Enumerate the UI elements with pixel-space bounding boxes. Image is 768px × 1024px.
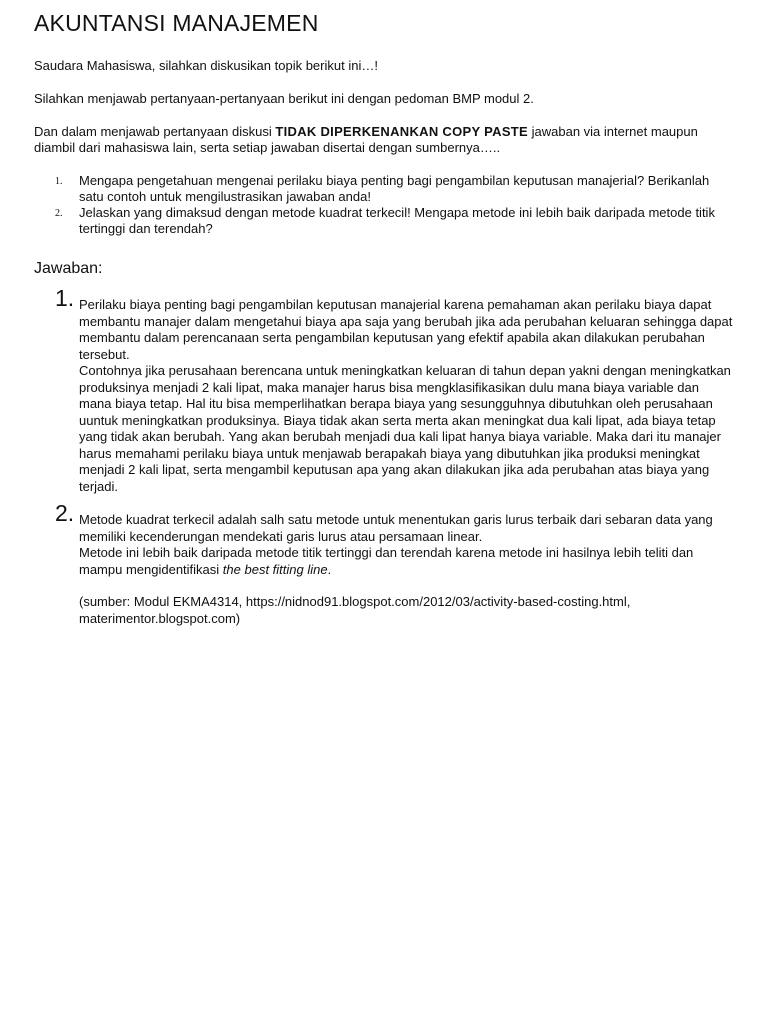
question-item bbox=[34, 173, 734, 205]
answer-source: (sumber: Modul EKMA4314, https://nidnod91.blogspot.com/2012/03/activity-based-costing.html, materimentor.blogspot.com) bbox=[79, 594, 631, 626]
answer-text: Metode ini lebih baik daripada metode titik tertinggi dan terendah karena metode ini hasilnya lebih teliti dan mampu mengidentifikasi bbox=[79, 545, 694, 577]
question-number: 2. bbox=[55, 208, 63, 219]
answer-list bbox=[34, 285, 734, 627]
question-list bbox=[34, 173, 734, 237]
intro-warning-text-before: Dan dalam menjawab pertanyaan diskusi bbox=[34, 124, 276, 139]
answer-paragraph bbox=[79, 545, 734, 578]
intro-instruction: Silahkan menjawab pertanyaan-pertanyaan berikut ini dengan pedoman BMP modul 2. bbox=[34, 91, 534, 106]
document-page bbox=[34, 10, 734, 627]
question-number: 1. bbox=[55, 176, 63, 187]
answer-number: 2. bbox=[55, 500, 75, 526]
intro-warning-text-after: jawaban via internet maupun diambil dari mahasiswa lain, serta setiap jawaban disertai dengan sumbernya….. bbox=[34, 124, 698, 155]
document-title: AKUNTANSI MANAJEMEN bbox=[34, 10, 319, 36]
question-item bbox=[34, 205, 734, 237]
intro-warning bbox=[34, 124, 734, 156]
intro-warning-bold: TIDAK DIPERKENANKAN COPY PASTE bbox=[275, 124, 529, 139]
intro-greeting: Saudara Mahasiswa, silahkan diskusikan topik berikut ini…! bbox=[34, 58, 378, 73]
answer-number: 1. bbox=[55, 285, 75, 311]
answer-item bbox=[34, 500, 734, 627]
answer-italic-term: the best fitting line bbox=[222, 561, 328, 577]
answer-paragraph: Perilaku biaya penting bagi pengambilan keputusan manajerial karena pemahaman akan perilaku biaya dapat membantu manajer dalam mengetahui biaya apa saja yang berubah jika ada perubahan keluaran sehingga dapat membantu dalam perencanaan serta pengambilan keputusan yang efektif apabila akan dilakukan perubahan tersebut. bbox=[79, 297, 733, 362]
question-text: Mengapa pengetahuan mengenai perilaku biaya penting bagi pengambilan keputusan manajerial? Berikanlah satu contoh untuk mengilustrasikan jawaban anda! bbox=[79, 173, 710, 204]
question-text: Jelaskan yang dimaksud dengan metode kuadrat terkecil! Mengapa metode ini lebih baik daripada metode titik tertinggi dan terendah? bbox=[79, 205, 715, 236]
answer-paragraph: Contohnya jika perusahaan berencana untuk meningkatkan keluaran di tahun depan yakni dengan meningkatkan produksinya menjadi 2 kali lipat, maka manajer harus bisa mengklasifikasikan dulu mana biaya variable dan mana biaya tetap. Hal itu bisa memperlihatkan berapa biaya yang sesungguhnya dibutuhkan oleh perusahaan uuntuk meningkatkan produksinya. Biaya tidak akan serta merta akan meningkat dua kali lipat, ada biaya tetap yang tidak akan berubah. Yang akan berubah menjadi dua kali lipat hanya biaya variable. Maka dari itu manajer harus memahami perilaku biaya untuk menjawab berapakah biaya yang dibutuhkan jika produksi meningkat menjadi 2 kali lipat, serta mengambil keputusan apa yang akan dilakukan jika ada perubahan atas biaya yang terjadi. bbox=[79, 363, 731, 494]
answers-heading: Jawaban: bbox=[34, 260, 103, 277]
answer-paragraph: Metode kuadrat terkecil adalah salh satu metode untuk menentukan garis lurus terbaik dari sebaran data yang memiliki kecenderungan mendekati garis lurus atau persamaan linear. bbox=[79, 512, 713, 544]
answer-text: . bbox=[327, 561, 332, 577]
answer-item bbox=[34, 285, 734, 495]
